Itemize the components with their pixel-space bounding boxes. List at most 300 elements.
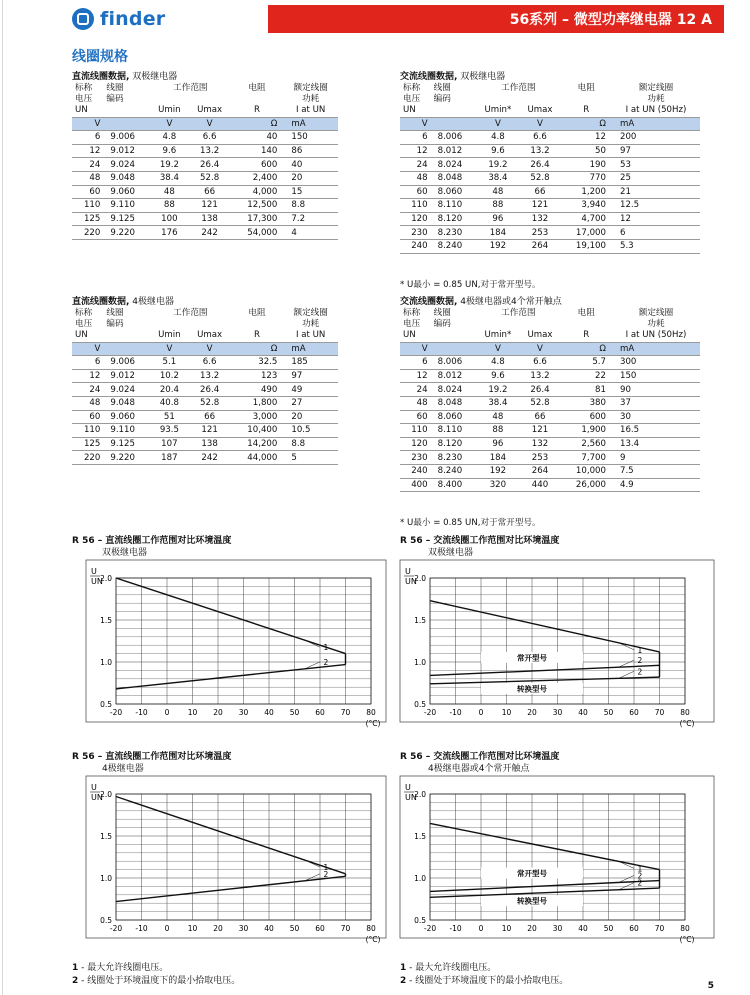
table-cell: 490: [231, 383, 284, 397]
table-cell: 264: [520, 239, 561, 253]
header-cell: 编码: [106, 94, 124, 105]
table-cell: 7.2: [283, 212, 338, 226]
x-tick-label: -20: [109, 708, 123, 717]
table-cell: 26,000: [560, 478, 612, 492]
table-cell: 8.012: [431, 144, 477, 158]
coil-data-table: [400, 308, 700, 492]
header-cell: 功耗: [647, 319, 665, 330]
chart-frame: [400, 560, 714, 722]
unit-cell: mA: [612, 117, 700, 131]
chart-subtitle: 双极继电器: [428, 548, 474, 558]
table-footnote: * U最小 = 0.85 UN,对于常开型号。: [400, 518, 541, 528]
header-cell: 编码: [433, 319, 451, 330]
table-cell: 10.5: [283, 424, 338, 438]
y-axis-label: UN: [91, 793, 103, 802]
table-cell: 19,100: [560, 239, 612, 253]
table-cell: 12: [400, 144, 431, 158]
coil-data-table: [400, 83, 700, 254]
table-cell: 38.4: [150, 171, 189, 185]
unit-cell: V: [520, 342, 561, 356]
table-cell: 150: [612, 369, 700, 383]
table-cell: 123: [231, 369, 284, 383]
table-cell: 66: [189, 185, 231, 199]
table-cell: 49: [283, 383, 338, 397]
header-cell: UN: [400, 105, 431, 117]
table-header-row: [400, 94, 700, 105]
series-label: 2: [637, 871, 643, 881]
table-cell: 8.240: [431, 464, 477, 478]
table-header-row: [72, 94, 338, 105]
table-cell: 110: [400, 199, 431, 213]
table-cell: 1,900: [560, 424, 612, 438]
header-cell: 额定线圈: [293, 308, 328, 319]
header-cell: [103, 105, 150, 117]
brand-name: finder: [100, 8, 166, 30]
table-cell: 6: [612, 226, 700, 240]
x-tick-label: 80: [680, 924, 690, 933]
table-row: [400, 356, 700, 370]
x-tick-label: 50: [289, 708, 300, 717]
series-line: [116, 876, 346, 901]
table-cell: 12: [72, 369, 103, 383]
y-tick-label: 0.5: [100, 700, 112, 709]
table-cell: 8.120: [431, 212, 477, 226]
table-cell: 52.8: [520, 396, 561, 410]
x-tick-label: 0: [164, 924, 170, 933]
table-cell: 440: [520, 478, 561, 492]
unit-cell: V: [476, 117, 519, 131]
table-cell: 6: [72, 356, 103, 370]
table-cell: 9.060: [103, 410, 150, 424]
table-cell: 38.4: [476, 396, 519, 410]
table-cell: 770: [560, 171, 612, 185]
header-cell: [103, 330, 150, 342]
unit-cell: [103, 117, 150, 131]
table-cell: 40.8: [150, 396, 189, 410]
table-cell: 66: [189, 410, 231, 424]
table-cell: 66: [520, 410, 561, 424]
table-cell: 8.012: [431, 369, 477, 383]
table-cell: 9: [612, 451, 700, 465]
table-cell: 8.024: [431, 383, 477, 397]
x-tick-label: 60: [315, 708, 325, 717]
x-tick-label: -10: [135, 924, 148, 933]
table-cell: 6.6: [520, 131, 561, 145]
table-row: [400, 424, 700, 438]
table-cell: 120: [400, 437, 431, 451]
header-cell: UN: [72, 105, 103, 117]
y-axis-label: U: [91, 783, 97, 792]
table-cell: 9.6: [476, 369, 519, 383]
legend-item: 1 - 最大允许线圈电压。: [72, 963, 169, 973]
table-cell: 110: [72, 199, 103, 213]
header-cell: 线圈: [433, 83, 451, 94]
table-cell: 53: [612, 158, 700, 172]
table-caption: 直流线圈数据, 4极继电器: [72, 297, 175, 307]
series-line: [116, 665, 346, 689]
table-row: [400, 410, 700, 424]
table-cell: 8.230: [431, 451, 477, 465]
table-row: [400, 212, 700, 226]
table-cell: 44,000: [231, 451, 284, 465]
y-axis-label: UN: [405, 793, 417, 802]
table-row: [72, 171, 338, 185]
table-cell: 176: [150, 226, 189, 240]
x-tick-label: 20: [213, 924, 223, 933]
table-cell: 17,000: [560, 226, 612, 240]
series-line: [116, 797, 346, 874]
x-tick-label: 30: [552, 924, 563, 933]
table-cell: 54,000: [231, 226, 284, 240]
chart-subtitle: 4极继电器或4个常开触点: [428, 764, 530, 774]
header-cell: [476, 319, 519, 330]
table-cell: 192: [476, 239, 519, 253]
unit-cell: V: [189, 117, 231, 131]
table-cell: 6: [72, 131, 103, 145]
table-header-row: [72, 83, 338, 94]
page-left-rule: [2, 0, 3, 995]
table-cell: 96: [476, 437, 519, 451]
table-cell: 20: [283, 171, 338, 185]
x-tick-label: 30: [238, 708, 249, 717]
y-tick-label: 0.5: [414, 916, 426, 925]
x-axis-label: (°C): [679, 935, 695, 944]
table-cell: 4,700: [560, 212, 612, 226]
table-cell: 12: [400, 369, 431, 383]
y-axis-label: U: [405, 567, 411, 576]
table-cell: 9.048: [103, 396, 150, 410]
y-tick-label: 2.0: [414, 574, 426, 583]
series-line: [430, 601, 660, 652]
coil-data-table: [72, 308, 338, 465]
table-cell: 9.6: [476, 144, 519, 158]
table-row: [400, 158, 700, 172]
unit-cell: V: [520, 117, 561, 131]
x-tick-label: -20: [423, 924, 437, 933]
table-row: [72, 410, 338, 424]
table-cell: 320: [476, 478, 519, 492]
x-tick-label: 70: [654, 708, 665, 717]
table-cell: 60: [400, 410, 431, 424]
y-tick-label: 1.5: [414, 616, 426, 625]
table-cell: 60: [72, 410, 103, 424]
table-row: [72, 158, 338, 172]
table-cell: 19.2: [150, 158, 189, 172]
y-tick-label: 2.0: [414, 790, 426, 799]
unit-cell: [103, 342, 150, 356]
table-cell: 8.240: [431, 239, 477, 253]
table-cell: 9.048: [103, 171, 150, 185]
table-cell: 26.4: [520, 158, 561, 172]
y-tick-label: 1.0: [414, 658, 426, 667]
header-cell: 工作范围: [173, 308, 208, 319]
units-row: [72, 117, 338, 131]
table-cell: 125: [72, 212, 103, 226]
header-cell: [231, 94, 284, 105]
chart-frame: [400, 776, 714, 938]
table-cell: 185: [283, 356, 338, 370]
table-cell: 48: [72, 396, 103, 410]
header-cell: [476, 94, 519, 105]
finder-logo-icon: [72, 8, 94, 30]
table-cell: 8.8: [283, 199, 338, 213]
table-row: [400, 185, 700, 199]
table-cell: 184: [476, 451, 519, 465]
table-cell: 26.4: [189, 383, 231, 397]
table-cell: 12,500: [231, 199, 284, 213]
table-row: [72, 356, 338, 370]
x-tick-label: 70: [340, 708, 351, 717]
table-cell: 2,560: [560, 437, 612, 451]
table-cell: 8.024: [431, 158, 477, 172]
header-cell: 标称: [75, 308, 93, 319]
table-row: [400, 464, 700, 478]
table-cell: 1,800: [231, 396, 284, 410]
table-cell: 88: [150, 199, 189, 213]
table-cell: 52.8: [189, 171, 231, 185]
table-cell: 300: [612, 356, 700, 370]
unit-cell: mA: [283, 117, 338, 131]
table-cell: 220: [72, 226, 103, 240]
header-cell: 额定线圈: [293, 83, 328, 94]
header-cell: 电压: [75, 94, 93, 105]
table-cell: 21: [612, 185, 700, 199]
chart-title: R 56 – 直流线圈工作范围对比环境温度: [72, 752, 232, 762]
table-cell: 8.230: [431, 226, 477, 240]
series-label: 2: [323, 869, 329, 879]
table-cell: 8.048: [431, 396, 477, 410]
unit-cell: V: [476, 342, 519, 356]
table-row: [400, 144, 700, 158]
header-cell: Umin*: [476, 330, 519, 342]
chart-title: R 56 – 交流线圈工作范围对比环境温度: [400, 752, 560, 762]
table-cell: 10.2: [150, 369, 189, 383]
table-cell: 184: [476, 226, 519, 240]
unit-cell: Ω: [231, 117, 284, 131]
header-cell: UN: [72, 330, 103, 342]
table-cell: 12: [560, 131, 612, 145]
table-cell: 13.2: [189, 369, 231, 383]
table-row: [400, 451, 700, 465]
table-cell: 17,300: [231, 212, 284, 226]
header-cell: [189, 319, 231, 330]
table-cell: 9.012: [103, 369, 150, 383]
table-row: [72, 383, 338, 397]
header-cell: Umin: [150, 330, 189, 342]
table-header-row: [400, 319, 700, 330]
table-cell: 192: [476, 464, 519, 478]
table-cell: 48: [400, 396, 431, 410]
table-cell: 9.024: [103, 383, 150, 397]
header-cell: Umin: [150, 105, 189, 117]
x-tick-label: -10: [135, 708, 148, 717]
table-cell: 400: [400, 478, 431, 492]
header-cell: 线圈: [106, 83, 124, 94]
series-label: 1: [323, 863, 329, 873]
section-title: 线圈规格: [72, 49, 128, 65]
table-cell: 52.8: [189, 396, 231, 410]
y-tick-label: 1.0: [100, 658, 112, 667]
table-row: [400, 171, 700, 185]
x-tick-label: 20: [527, 708, 537, 717]
header-cell: I at UN (50Hz): [612, 105, 700, 117]
table-cell: 138: [189, 437, 231, 451]
x-tick-label: 80: [366, 708, 376, 717]
series-label: 2: [323, 657, 329, 667]
table-header-row: [72, 330, 338, 342]
table-cell: 48: [476, 410, 519, 424]
unit-cell: V: [150, 117, 189, 131]
table-cell: 220: [72, 451, 103, 465]
series-label: 2: [637, 878, 643, 888]
table-header-row: [400, 83, 700, 94]
header-cell: Umax: [189, 330, 231, 342]
table-cell: 132: [520, 437, 561, 451]
series-label: 1: [323, 643, 329, 653]
table-cell: 9.060: [103, 185, 150, 199]
x-tick-label: 10: [187, 924, 198, 933]
unit-cell: V: [72, 342, 103, 356]
x-tick-label: -20: [109, 924, 123, 933]
y-tick-label: 2.0: [100, 790, 112, 799]
table-row: [400, 239, 700, 253]
table-cell: 600: [560, 410, 612, 424]
x-tick-label: 40: [264, 924, 274, 933]
table-cell: 48: [150, 185, 189, 199]
table-row: [72, 451, 338, 465]
table-cell: 20.4: [150, 383, 189, 397]
table-row: [72, 396, 338, 410]
table-cell: 97: [283, 369, 338, 383]
table-row: [400, 478, 700, 492]
header-cell: 功耗: [647, 94, 665, 105]
series-line: [430, 677, 660, 684]
y-tick-label: 1.5: [100, 616, 112, 625]
chart-frame: [86, 560, 386, 722]
table-cell: 8.110: [431, 199, 477, 213]
unit-cell: Ω: [560, 342, 612, 356]
legend-item: 2 - 线圈处于环境温度下的最小拾取电压。: [400, 976, 569, 986]
header-cell: I at UN: [283, 105, 338, 117]
table-cell: 2,400: [231, 171, 284, 185]
series-line: [116, 578, 346, 654]
legend-block-left: [72, 962, 240, 988]
x-tick-label: 20: [527, 924, 537, 933]
legend-block-right: [400, 962, 568, 988]
table-cell: 200: [612, 131, 700, 145]
table-cell: 40: [231, 131, 284, 145]
table-cell: 5: [283, 451, 338, 465]
table-cell: 24: [72, 158, 103, 172]
header-cell: [560, 94, 612, 105]
y-axis-label: UN: [405, 577, 417, 586]
header-cell: 标称: [403, 308, 421, 319]
table-cell: 93.5: [150, 424, 189, 438]
header-cell: [431, 330, 477, 342]
band-label: 转换型号: [517, 684, 547, 694]
table-cell: 48: [476, 185, 519, 199]
table-cell: 8.048: [431, 171, 477, 185]
chart-title: R 56 – 直流线圈工作范围对比环境温度: [72, 536, 232, 546]
units-row: [400, 342, 700, 356]
table-cell: 88: [476, 424, 519, 438]
header-cell: 电压: [403, 319, 421, 330]
header-cell: 工作范围: [501, 83, 536, 94]
table-cell: 100: [150, 212, 189, 226]
header-cell: I at UN (50Hz): [612, 330, 700, 342]
chart-dc-4pole: [86, 776, 386, 956]
header-cell: 工作范围: [173, 83, 208, 94]
table-cell: 20: [283, 410, 338, 424]
table-cell: 600: [231, 158, 284, 172]
table-cell: 66: [520, 185, 561, 199]
table-cell: 7,700: [560, 451, 612, 465]
header-cell: 电阻: [577, 308, 595, 319]
table-cell: 37: [612, 396, 700, 410]
header-cell: 电阻: [248, 83, 266, 94]
units-row: [400, 117, 700, 131]
header-cell: 功耗: [302, 94, 320, 105]
x-tick-label: 10: [501, 708, 512, 717]
table-cell: 8.120: [431, 437, 477, 451]
table-cell: 9.6: [150, 144, 189, 158]
chart-ac-4pole: [400, 776, 714, 956]
table-cell: 150: [283, 131, 338, 145]
unit-cell: V: [150, 342, 189, 356]
table-cell: 25: [612, 171, 700, 185]
header-cell: 编码: [106, 319, 124, 330]
x-tick-label: 10: [501, 924, 512, 933]
unit-cell: V: [189, 342, 231, 356]
table-cell: 253: [520, 226, 561, 240]
table-cell: 5.1: [150, 356, 189, 370]
y-tick-label: 1.5: [100, 832, 112, 841]
x-tick-label: 80: [366, 924, 376, 933]
table-cell: 240: [400, 464, 431, 478]
table-cell: 24: [400, 383, 431, 397]
series-label: 1: [637, 645, 643, 655]
chart-subtitle: 双极继电器: [102, 548, 148, 558]
x-tick-label: 30: [552, 708, 563, 717]
table-cell: 5.3: [612, 239, 700, 253]
table-cell: 121: [520, 199, 561, 213]
table-cell: 9.024: [103, 158, 150, 172]
header-cell: Umin*: [476, 105, 519, 117]
unit-cell: V: [400, 342, 431, 356]
finder-logo: [72, 6, 165, 32]
table-cell: 6.6: [189, 356, 231, 370]
table-header-row: [400, 105, 700, 117]
y-axis-label: U: [405, 783, 411, 792]
table-cell: 26.4: [520, 383, 561, 397]
series-label: 2: [637, 667, 643, 677]
y-tick-label: 0.5: [414, 700, 426, 709]
series-leader: [305, 640, 320, 647]
table-row: [72, 424, 338, 438]
table-cell: 50: [560, 144, 612, 158]
table-row: [72, 199, 338, 213]
table-header-row: [400, 330, 700, 342]
header-cell: [189, 94, 231, 105]
x-tick-label: 60: [629, 924, 639, 933]
x-tick-label: 50: [603, 708, 614, 717]
header-cell: 功耗: [302, 319, 320, 330]
chart-dc-2pole: [86, 560, 386, 740]
header-cell: 电压: [403, 94, 421, 105]
table-cell: 1,200: [560, 185, 612, 199]
table-cell: 12: [72, 144, 103, 158]
y-tick-label: 2.0: [100, 574, 112, 583]
